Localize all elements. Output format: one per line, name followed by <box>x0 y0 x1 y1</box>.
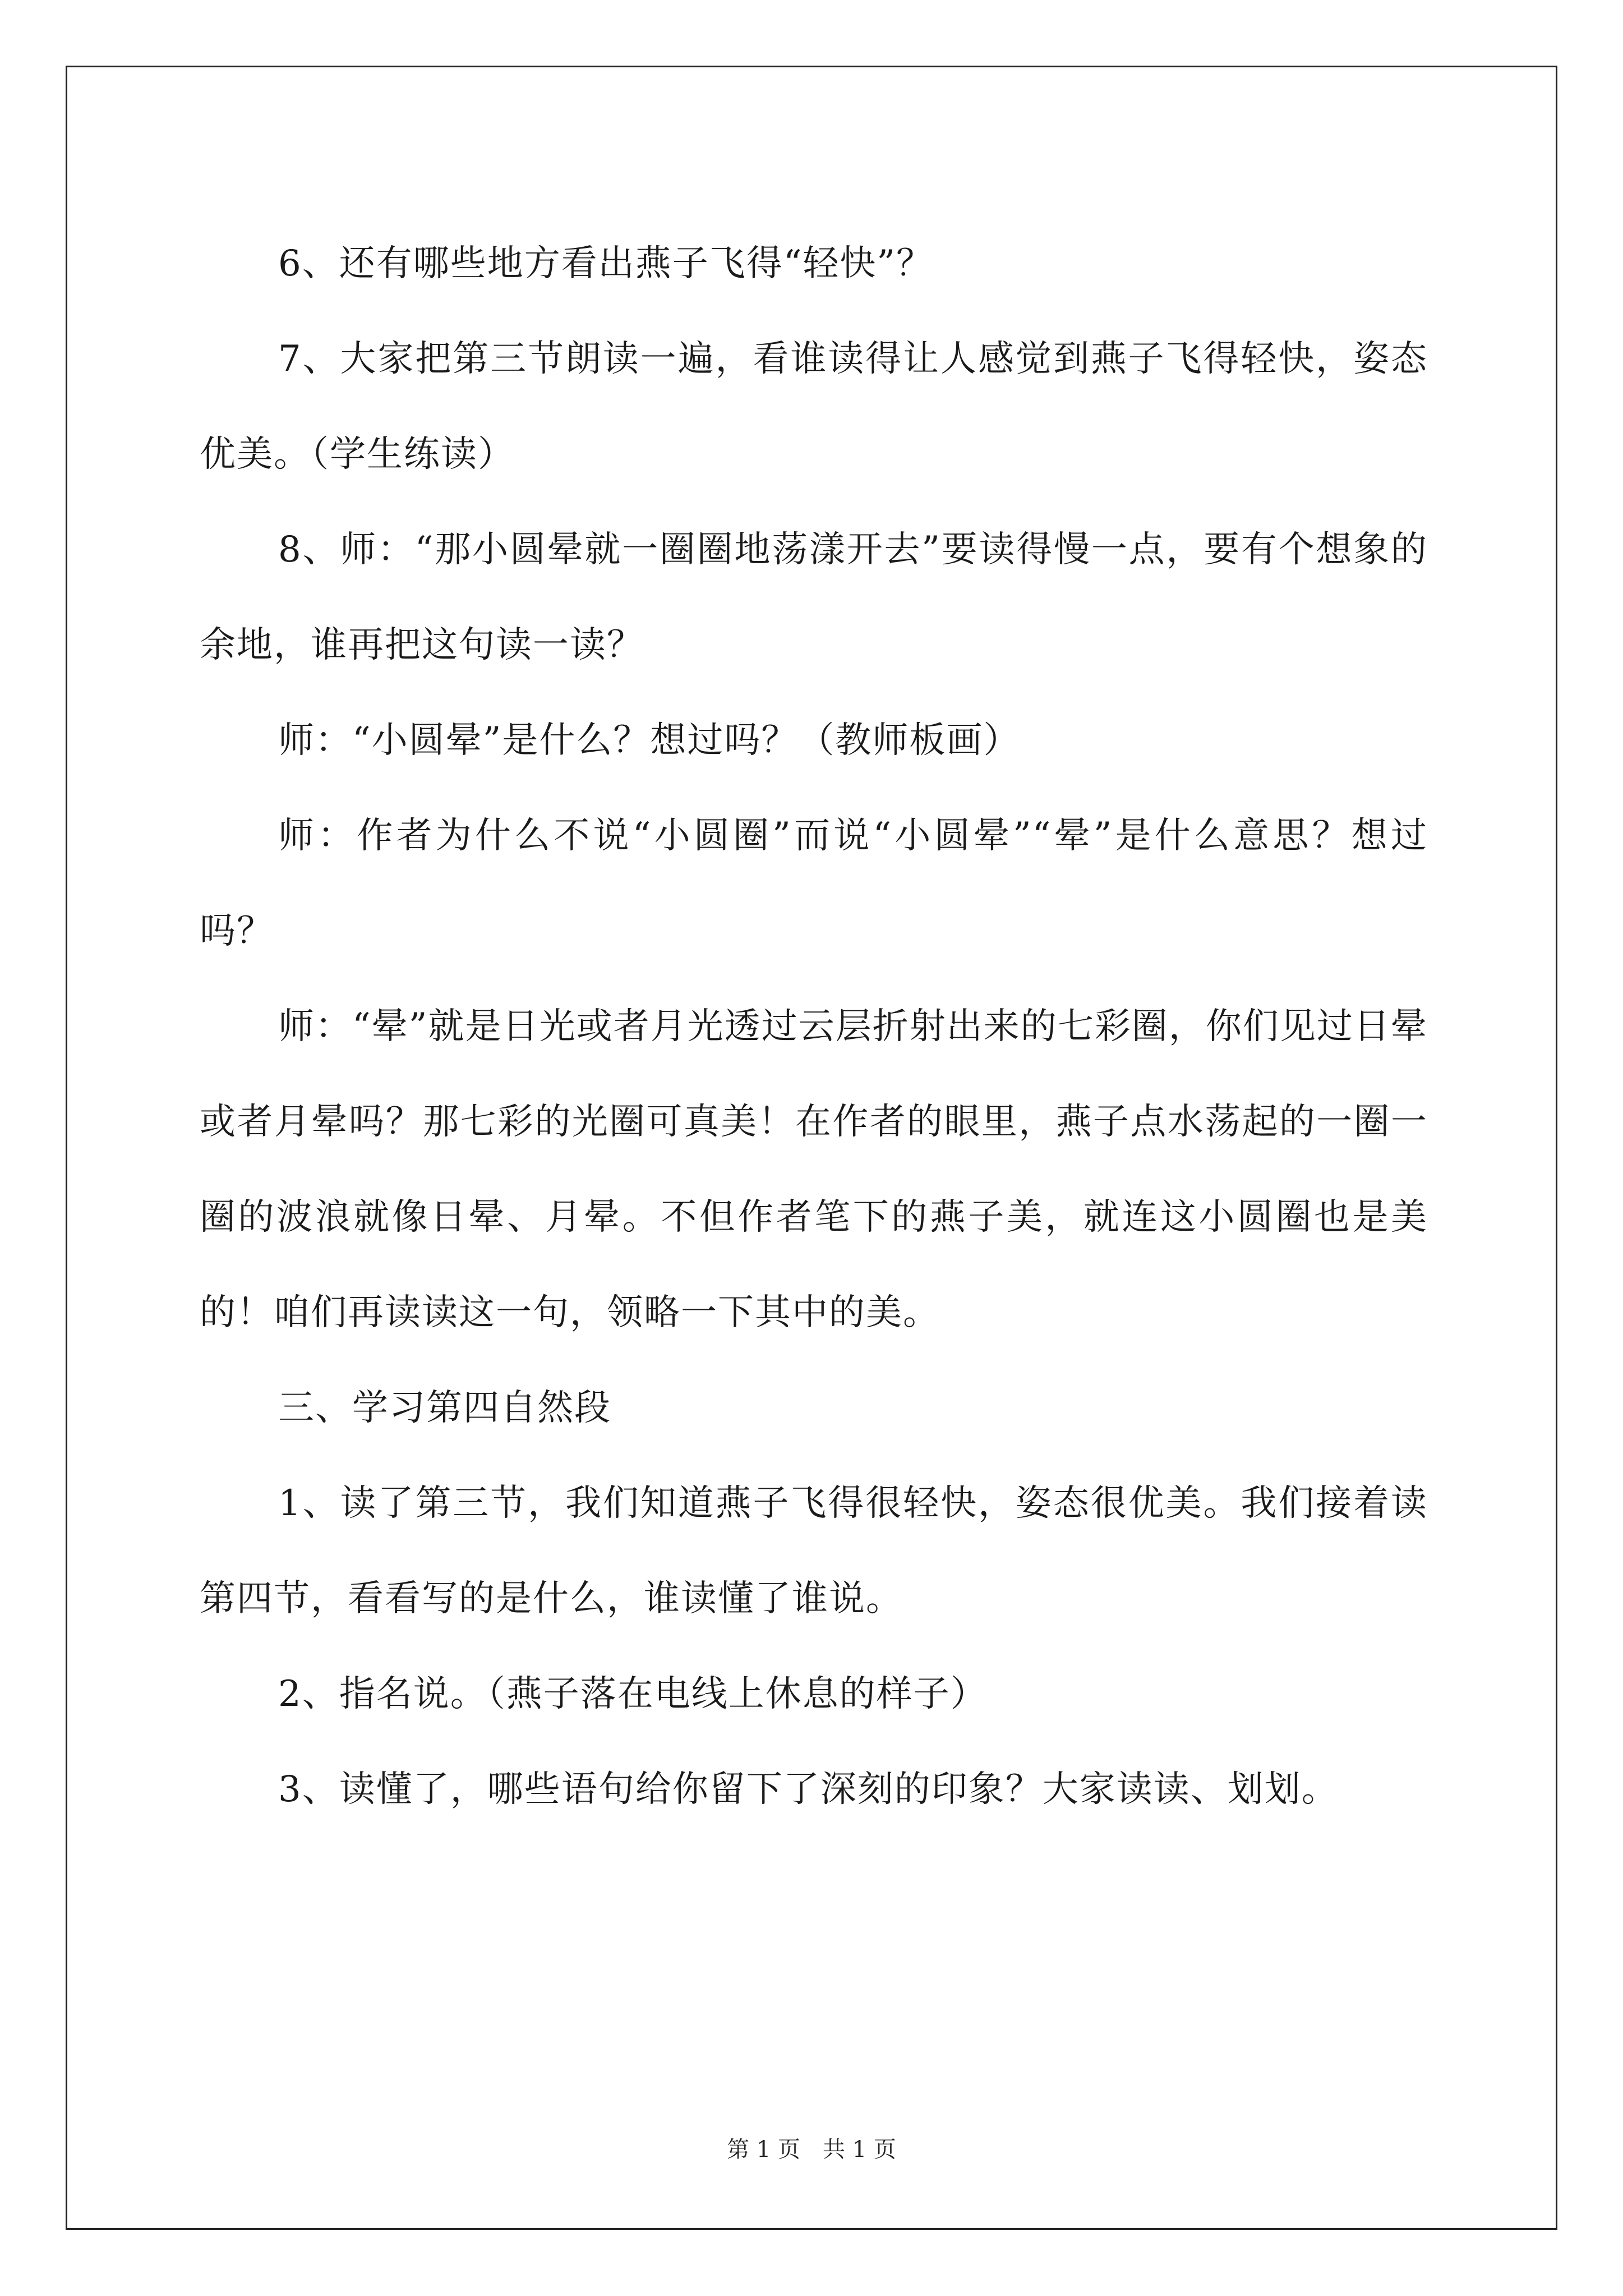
paragraph: 1、读了第三节，我们知道燕子飞得很轻快，姿态很优美。我们接着读第四节，看看写的是什么，谁读懂了谁说。 <box>200 1483 1428 1619</box>
paragraph: 7、大家把第三节朗读一遍，看谁读得让人感觉到燕子飞得轻快，姿态优美。（学生练读） <box>200 338 1428 475</box>
paragraph: 师：“小圆晕”是什么？想过吗？（教师板画） <box>278 720 1021 761</box>
document-body <box>200 216 1428 1837</box>
paragraph: 2、指名说。（燕子落在电线上休息的样子） <box>278 1673 988 1715</box>
paragraph: 师：作者为什么不说“小圆圈”而说“小圆晕”“晕”是什么意思？想过吗？ <box>200 815 1428 952</box>
paragraph: 师：“晕”就是日光或者月光透过云层折射出来的七彩圈，你们见过日晕或者月晕吗？那七彩的光圈可真美！在作者的眼里，燕子点水荡起的一圈一圈的波浪就像日晕、月晕。不但作者笔下的燕子美，就连这小圆圈也是美的！咱们再读读这一句，领略一下其中的美。 <box>200 1006 1428 1333</box>
paragraph: 3、读懂了，哪些语句给你留下了深刻的印象？大家读读、划划。 <box>278 1769 1339 1810</box>
page-number-footer: 第 1 页 共 1 页 <box>727 2137 896 2162</box>
paragraph: 6、还有哪些地方看出燕子飞得“轻快”？ <box>278 243 934 284</box>
section-heading: 三、学习第四自然段 <box>278 1387 611 1429</box>
paragraph: 8、师：“那小圆晕就一圈圈地荡漾开去”要读得慢一点，要有个想象的余地，谁再把这句读一读？ <box>200 529 1428 666</box>
